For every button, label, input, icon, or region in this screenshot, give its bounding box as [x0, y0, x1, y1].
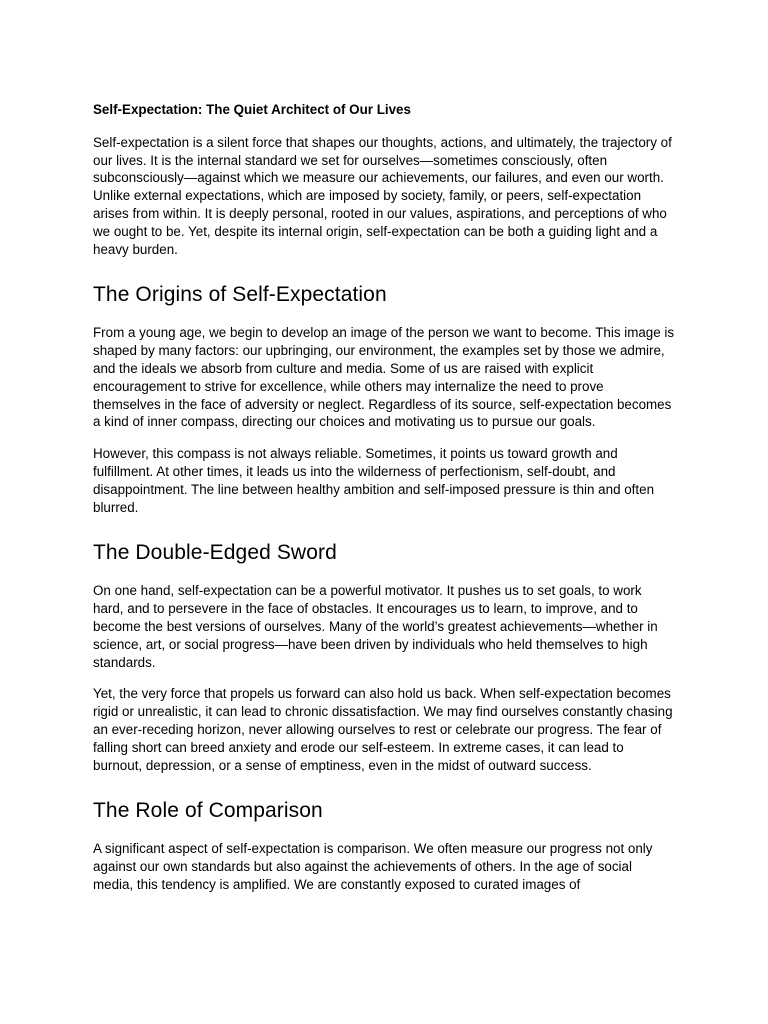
section-paragraph: Yet, the very force that propels us forward can also hold us back. When self-expectation becomes rigid or unrealistic, it can lead to chronic dissatisfaction. We may find ourselves constantly chasing an ever-receding horizon, never allowing ourselves to rest or celebrate our progress. The fear of falling short can breed anxiety and erode our self-esteem. In extreme cases, it can lead to burnout, depression, or a sense of emptiness, even in the midst of outward success.	[93, 686, 673, 773]
section-paragraph: From a young age, we begin to develop an image of the person we want to become. This image is shaped by many factors: our upbringing, our environment, the examples set by those we admire, and the ideals we absorb from culture and media. Some of us are raised with explicit encouragement to strive for excellence, while others may internalize the need to prove themselves in the face of adversity or neglect. Regardless of its source, self-expectation becomes a kind of inner compass, directing our choices and motivating us to pursue our goals.	[93, 325, 675, 430]
section-paragraph: On one hand, self-expectation can be a powerful motivator. It pushes us to set goals, to work hard, and to persevere in the face of obstacles. It encourages us to learn, to improve, and to become the best versions of ourselves. Many of the world’s greatest achievements—whether in science, art, or social progress—have been driven by individuals who held themselves to high standards.	[93, 583, 658, 670]
section-heading-comparison: The Role of Comparison	[93, 799, 323, 823]
section-paragraph: However, this compass is not always reliable. Sometimes, it points us toward growth and fulfillment. At other times, it leads us into the wilderness of perfectionism, self-doubt, and disappointment. The line between healthy ambition and self-imposed pressure is thin and often blurred.	[93, 446, 655, 515]
intro-paragraph: Self-expectation is a silent force that shapes our thoughts, actions, and ultimately, the trajectory of our lives. It is the internal standard we set for ourselves—sometimes consciously, often subconsciously—against which we measure our achievements, our failures, and even our worth. Unlike external expectations, which are imposed by society, family, or peers, self-expectation arises from within. It is deeply personal, rooted in our values, aspirations, and perceptions of who we ought to be. Yet, despite its internal origin, self-expectation can be both a guiding light and a heavy burden.	[93, 134, 672, 257]
section-heading-double-edged-sword: The Double-Edged Sword	[93, 541, 337, 565]
document-title: Self-Expectation: The Quiet Architect of Our Lives	[93, 102, 411, 117]
section-heading-origins: The Origins of Self-Expectation	[93, 283, 387, 307]
section-paragraph: A significant aspect of self-expectation is comparison. We often measure our progress not only against our own standards but also against the achievements of others. In the age of social media, this tendency is amplified. We are constantly exposed to curated images of	[93, 841, 653, 892]
